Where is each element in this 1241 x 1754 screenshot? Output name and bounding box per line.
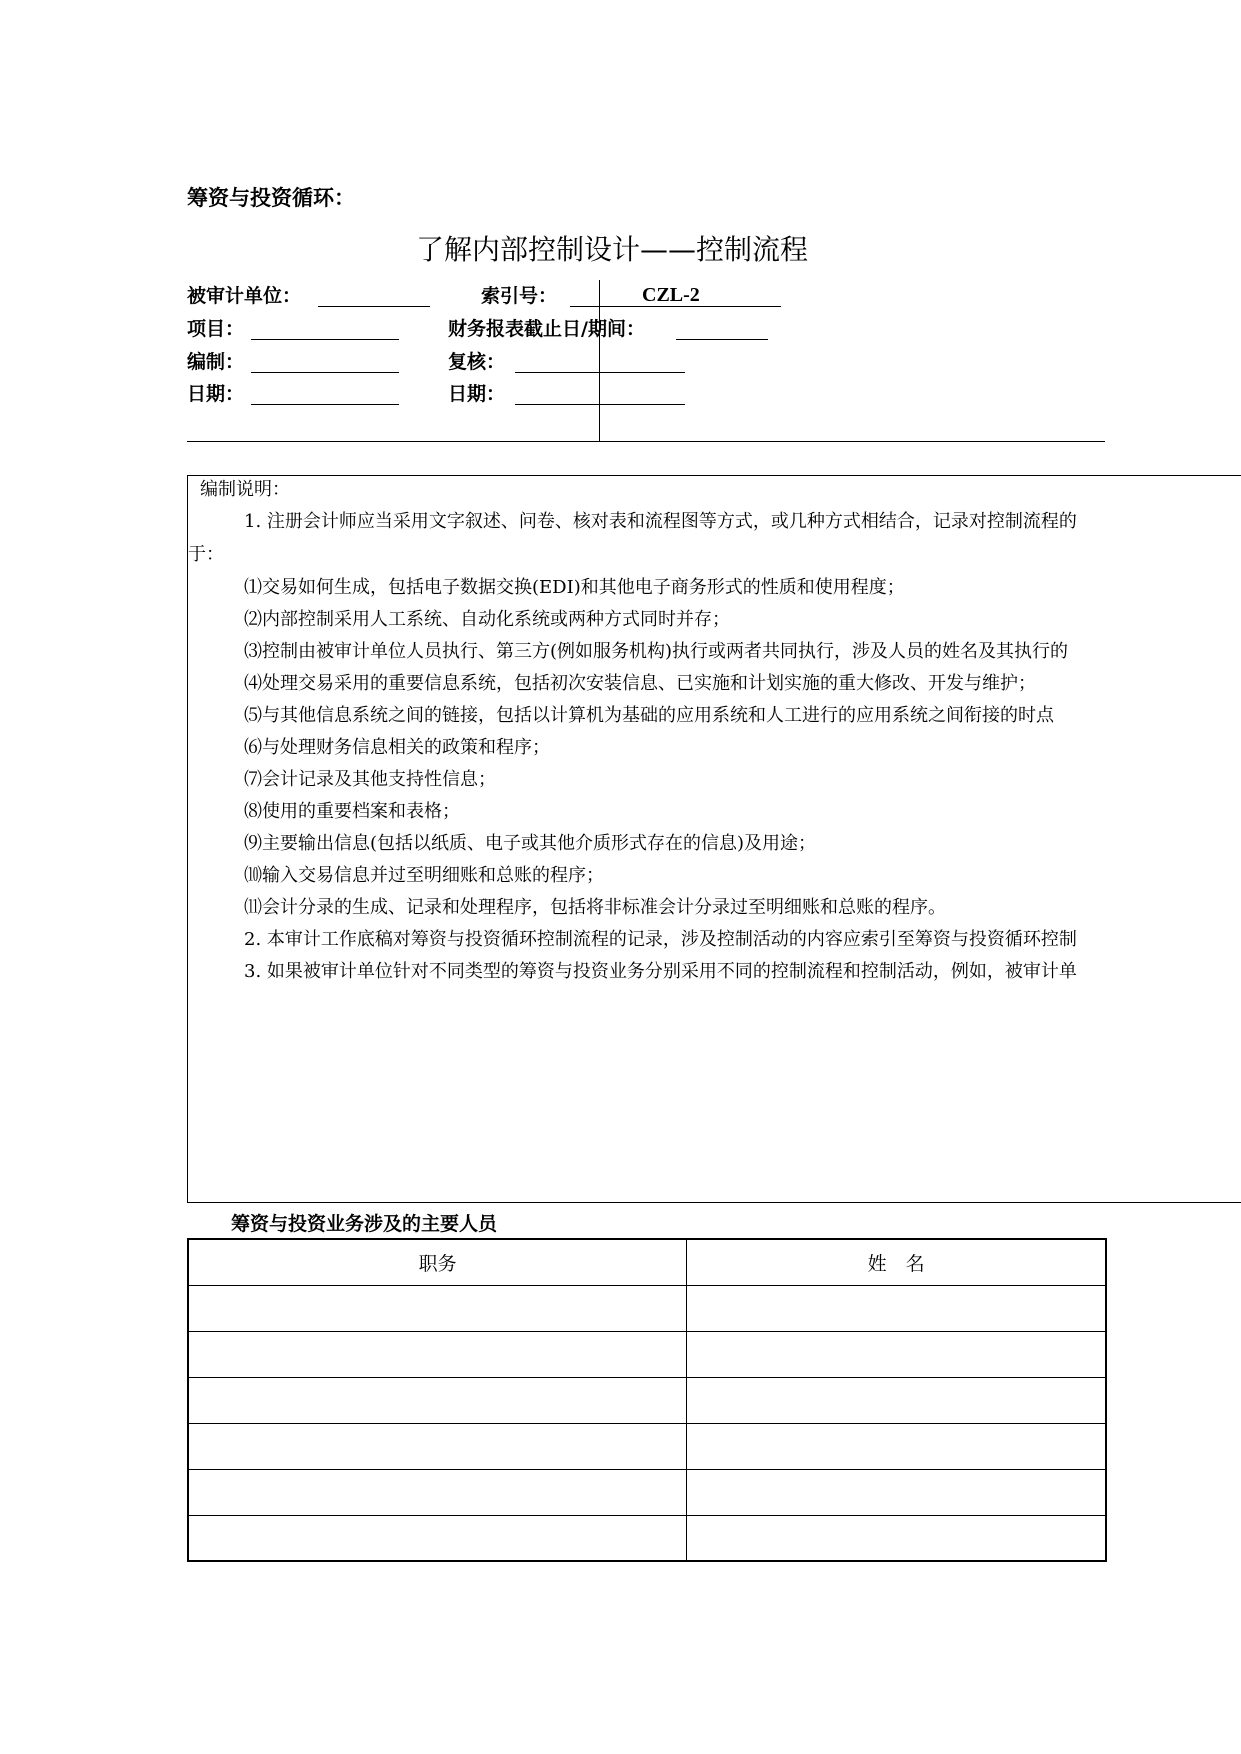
- table-row: [188, 1423, 1106, 1469]
- name-cell[interactable]: [687, 1423, 1106, 1469]
- notes-line: 1. 注册会计师应当采用文字叙述、问卷、核对表和流程图等方式，或几种方式相结合，记录对控制流程的: [244, 511, 1077, 532]
- notes-line: 3. 如果被审计单位针对不同类型的筹资与投资业务分别采用不同的控制流程和控制活动，例如，被审计单: [244, 961, 1077, 982]
- date-field-reviewer[interactable]: [515, 404, 685, 405]
- table-row: [188, 1331, 1106, 1377]
- auditee-field[interactable]: [318, 306, 430, 307]
- date-label-preparer: 日期：: [187, 383, 245, 405]
- item-field[interactable]: [251, 339, 399, 340]
- notes-line: ⑽输入交易信息并过至明细账和总账的程序；: [244, 865, 604, 886]
- notes-line: ⑹与处理财务信息相关的政策和程序；: [244, 737, 550, 758]
- auditee-label: 被审计单位：: [187, 285, 302, 307]
- name-cell[interactable]: [687, 1377, 1106, 1423]
- name-cell[interactable]: [687, 1469, 1106, 1515]
- period-label: 财务报表截止日/期间：: [448, 318, 645, 340]
- notes-line: ⑻使用的重要档案和表格；: [244, 801, 460, 822]
- notes-box: [187, 475, 1241, 1203]
- notes-line: ⑸与其他信息系统之间的链接，包括以计算机为基础的应用系统和人工进行的应用系统之间衔接的时点: [244, 705, 1054, 726]
- table-row: [188, 1469, 1106, 1515]
- notes-line: 2. 本审计工作底稿对筹资与投资循环控制流程的记录，涉及控制活动的内容应索引至筹资与投资循环控制: [244, 929, 1077, 950]
- preparer-field[interactable]: [251, 372, 399, 373]
- staff-table-caption: 筹资与投资业务涉及的主要人员: [231, 1213, 498, 1235]
- header-rule: [187, 441, 1105, 442]
- reviewer-label: 复核：: [448, 351, 506, 373]
- date-field-preparer[interactable]: [251, 404, 399, 405]
- notes-line: ⑵内部控制采用人工系统、自动化系统或两种方式同时并存；: [244, 609, 730, 630]
- position-cell[interactable]: [188, 1331, 687, 1377]
- column-header-name: 姓 名: [687, 1239, 1106, 1285]
- position-cell[interactable]: [188, 1469, 687, 1515]
- staff-table: [187, 1238, 1107, 1562]
- notes-line: 于：: [188, 544, 224, 565]
- table-header-row: [188, 1239, 1106, 1285]
- page-title: 了解内部控制设计——控制流程: [416, 233, 809, 266]
- date-label-reviewer: 日期：: [448, 383, 506, 405]
- notes-line: ⑺会计记录及其他支持性信息；: [244, 769, 496, 790]
- preparer-label: 编制：: [187, 351, 245, 373]
- period-field[interactable]: [676, 339, 768, 340]
- section-heading: 筹资与投资循环：: [187, 186, 355, 210]
- notes-line: ⑷处理交易采用的重要信息系统，包括初次安装信息、已实施和计划实施的重大修改、开发与维护；: [244, 673, 1036, 694]
- position-cell[interactable]: [188, 1377, 687, 1423]
- notes-line: ⑼主要输出信息(包括以纸质、电子或其他介质形式存在的信息)及用途；: [244, 833, 817, 854]
- item-label: 项目：: [187, 318, 245, 340]
- reviewer-field[interactable]: [515, 372, 685, 373]
- position-cell[interactable]: [188, 1515, 687, 1561]
- table-row: [188, 1285, 1106, 1331]
- column-header-position: 职务: [188, 1239, 687, 1285]
- notes-line: ⑾会计分录的生成、记录和处理程序，包括将非标准会计分录过至明细账和总账的程序。: [244, 897, 946, 918]
- name-cell[interactable]: [687, 1515, 1106, 1561]
- table-row: [188, 1515, 1106, 1561]
- name-cell[interactable]: [687, 1285, 1106, 1331]
- notes-line: ⑴交易如何生成，包括电子数据交换(EDI)和其他电子商务形式的性质和使用程度；: [244, 577, 905, 598]
- position-cell[interactable]: [188, 1423, 687, 1469]
- name-cell[interactable]: [687, 1331, 1106, 1377]
- table-row: [188, 1377, 1106, 1423]
- index-value: CZL-2: [642, 284, 700, 306]
- index-label: 索引号：: [481, 285, 558, 307]
- notes-line: ⑶控制由被审计单位人员执行、第三方(例如服务机构)执行或两者共同执行，涉及人员的姓名及其执行的: [244, 641, 1069, 662]
- position-cell[interactable]: [188, 1285, 687, 1331]
- notes-title: 编制说明：: [200, 479, 290, 500]
- header-divider: [599, 280, 600, 442]
